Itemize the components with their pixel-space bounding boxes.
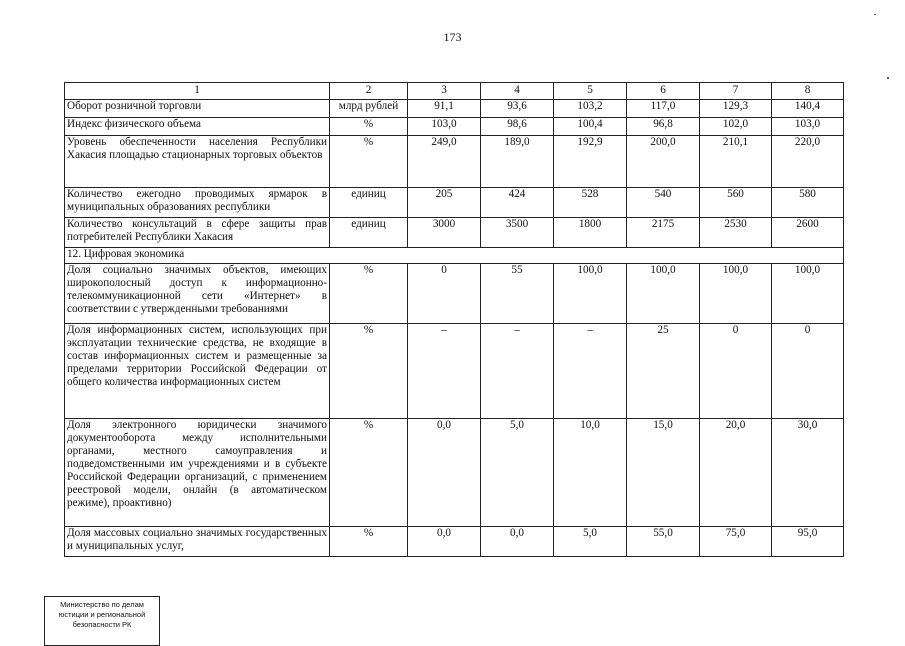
value-cell: 189,0: [481, 136, 554, 188]
unit-cell: единиц: [330, 218, 408, 248]
value-cell: 55,0: [627, 527, 700, 557]
value-cell: 1800: [554, 218, 627, 248]
column-header: 2: [330, 83, 408, 100]
value-cell: 100,0: [554, 264, 627, 324]
table-row: [65, 136, 844, 188]
unit-cell: %: [330, 527, 408, 557]
value-cell: 5,0: [481, 419, 554, 527]
value-cell: 129,3: [700, 100, 772, 118]
column-header: 3: [408, 83, 481, 100]
value-cell: 98,6: [481, 118, 554, 136]
unit-cell: млрд рублей: [330, 100, 408, 118]
table-row: [65, 264, 844, 324]
table-row: [65, 527, 844, 557]
indicator-name: Доля электронного юридически значимого документооборота между исполнительными органами, местного самоуправления и подведомственными им учреждениями и в субъекте Российской Федерации организаций, с применением реестровой модели, онлайн (в автоматическом режиме), проактивно): [65, 419, 330, 527]
table-row: [65, 419, 844, 527]
unit-cell: %: [330, 324, 408, 419]
column-header: 5: [554, 83, 627, 100]
value-cell: –: [481, 324, 554, 419]
value-cell: 192,9: [554, 136, 627, 188]
value-cell: 528: [554, 188, 627, 218]
value-cell: 210,1: [700, 136, 772, 188]
value-cell: 102,0: [700, 118, 772, 136]
value-cell: 140,4: [772, 100, 844, 118]
stamp-line: юстиции и региональной: [58, 610, 146, 619]
value-cell: 560: [700, 188, 772, 218]
value-cell: 20,0: [700, 419, 772, 527]
value-cell: 3500: [481, 218, 554, 248]
indicator-name: Уровень обеспеченности населения Республики Хакасия площадью стационарных торговых объектов: [65, 136, 330, 188]
value-cell: 103,0: [772, 118, 844, 136]
column-header: 4: [481, 83, 554, 100]
table-row: [65, 324, 844, 419]
page-number: 173: [443, 30, 462, 44]
value-cell: 3000: [408, 218, 481, 248]
indicator-name: Доля социально значимых объектов, имеющих широкополосный доступ к информационно-телекоммуникационной сети «Интернет» в соответствии с утвержденными требованиями: [65, 264, 330, 324]
value-cell: 100,4: [554, 118, 627, 136]
value-cell: 0: [772, 324, 844, 419]
indicator-name: Количество консультаций в сфере защиты прав потребителей Республики Хакасия: [65, 218, 330, 248]
unit-cell: %: [330, 136, 408, 188]
value-cell: 93,6: [481, 100, 554, 118]
value-cell: 95,0: [772, 527, 844, 557]
column-header: 6: [627, 83, 700, 100]
value-cell: 15,0: [627, 419, 700, 527]
value-cell: 0: [700, 324, 772, 419]
value-cell: 55: [481, 264, 554, 324]
table-row: [65, 100, 844, 118]
value-cell: 0: [408, 264, 481, 324]
table-header-row: [65, 83, 844, 100]
value-cell: 100,0: [772, 264, 844, 324]
value-cell: 2530: [700, 218, 772, 248]
column-header: 7: [700, 83, 772, 100]
indicator-name: Доля информационных систем, использующих при эксплуатации технические средства, не входящие в состав информационных систем и размещенные за пределами территории Российской Федерации от общего количества информационных систем: [65, 324, 330, 419]
registration-stamp: [44, 596, 160, 646]
stamp-line: Министерство по делам: [60, 600, 144, 609]
unit-cell: %: [330, 118, 408, 136]
value-cell: 205: [408, 188, 481, 218]
column-header: 1: [65, 83, 330, 100]
value-cell: 117,0: [627, 100, 700, 118]
value-cell: 25: [627, 324, 700, 419]
value-cell: 100,0: [627, 264, 700, 324]
value-cell: 2175: [627, 218, 700, 248]
unit-cell: единиц: [330, 188, 408, 218]
value-cell: 200,0: [627, 136, 700, 188]
section-row: [65, 248, 844, 264]
indicator-name: Индекс физического объема: [65, 118, 330, 136]
value-cell: 580: [772, 188, 844, 218]
value-cell: 30,0: [772, 419, 844, 527]
table-row: [65, 118, 844, 136]
value-cell: 10,0: [554, 419, 627, 527]
value-cell: 103,0: [408, 118, 481, 136]
scan-speck: [874, 14, 876, 15]
value-cell: 75,0: [700, 527, 772, 557]
indicator-name: Количество ежегодно проводимых ярмарок в муниципальных образованиях республики: [65, 188, 330, 218]
table-row: [65, 188, 844, 218]
value-cell: –: [554, 324, 627, 419]
value-cell: 0,0: [408, 527, 481, 557]
indicator-name: Доля массовых социально значимых государственных и муниципальных услуг,: [65, 527, 330, 557]
section-title: 12. Цифровая экономика: [65, 248, 844, 264]
value-cell: 220,0: [772, 136, 844, 188]
value-cell: 0,0: [408, 419, 481, 527]
value-cell: 0,0: [481, 527, 554, 557]
value-cell: 249,0: [408, 136, 481, 188]
value-cell: 96,8: [627, 118, 700, 136]
table-row: [65, 218, 844, 248]
indicators-table: [64, 82, 844, 557]
stamp-line: безопасности РК: [72, 620, 132, 629]
unit-cell: %: [330, 264, 408, 324]
value-cell: 2600: [772, 218, 844, 248]
scan-speck: [887, 77, 889, 79]
value-cell: 540: [627, 188, 700, 218]
unit-cell: %: [330, 419, 408, 527]
indicator-name: Оборот розничной торговли: [65, 100, 330, 118]
value-cell: 91,1: [408, 100, 481, 118]
value-cell: 424: [481, 188, 554, 218]
value-cell: 5,0: [554, 527, 627, 557]
value-cell: –: [408, 324, 481, 419]
column-header: 8: [772, 83, 844, 100]
value-cell: 100,0: [700, 264, 772, 324]
value-cell: 103,2: [554, 100, 627, 118]
